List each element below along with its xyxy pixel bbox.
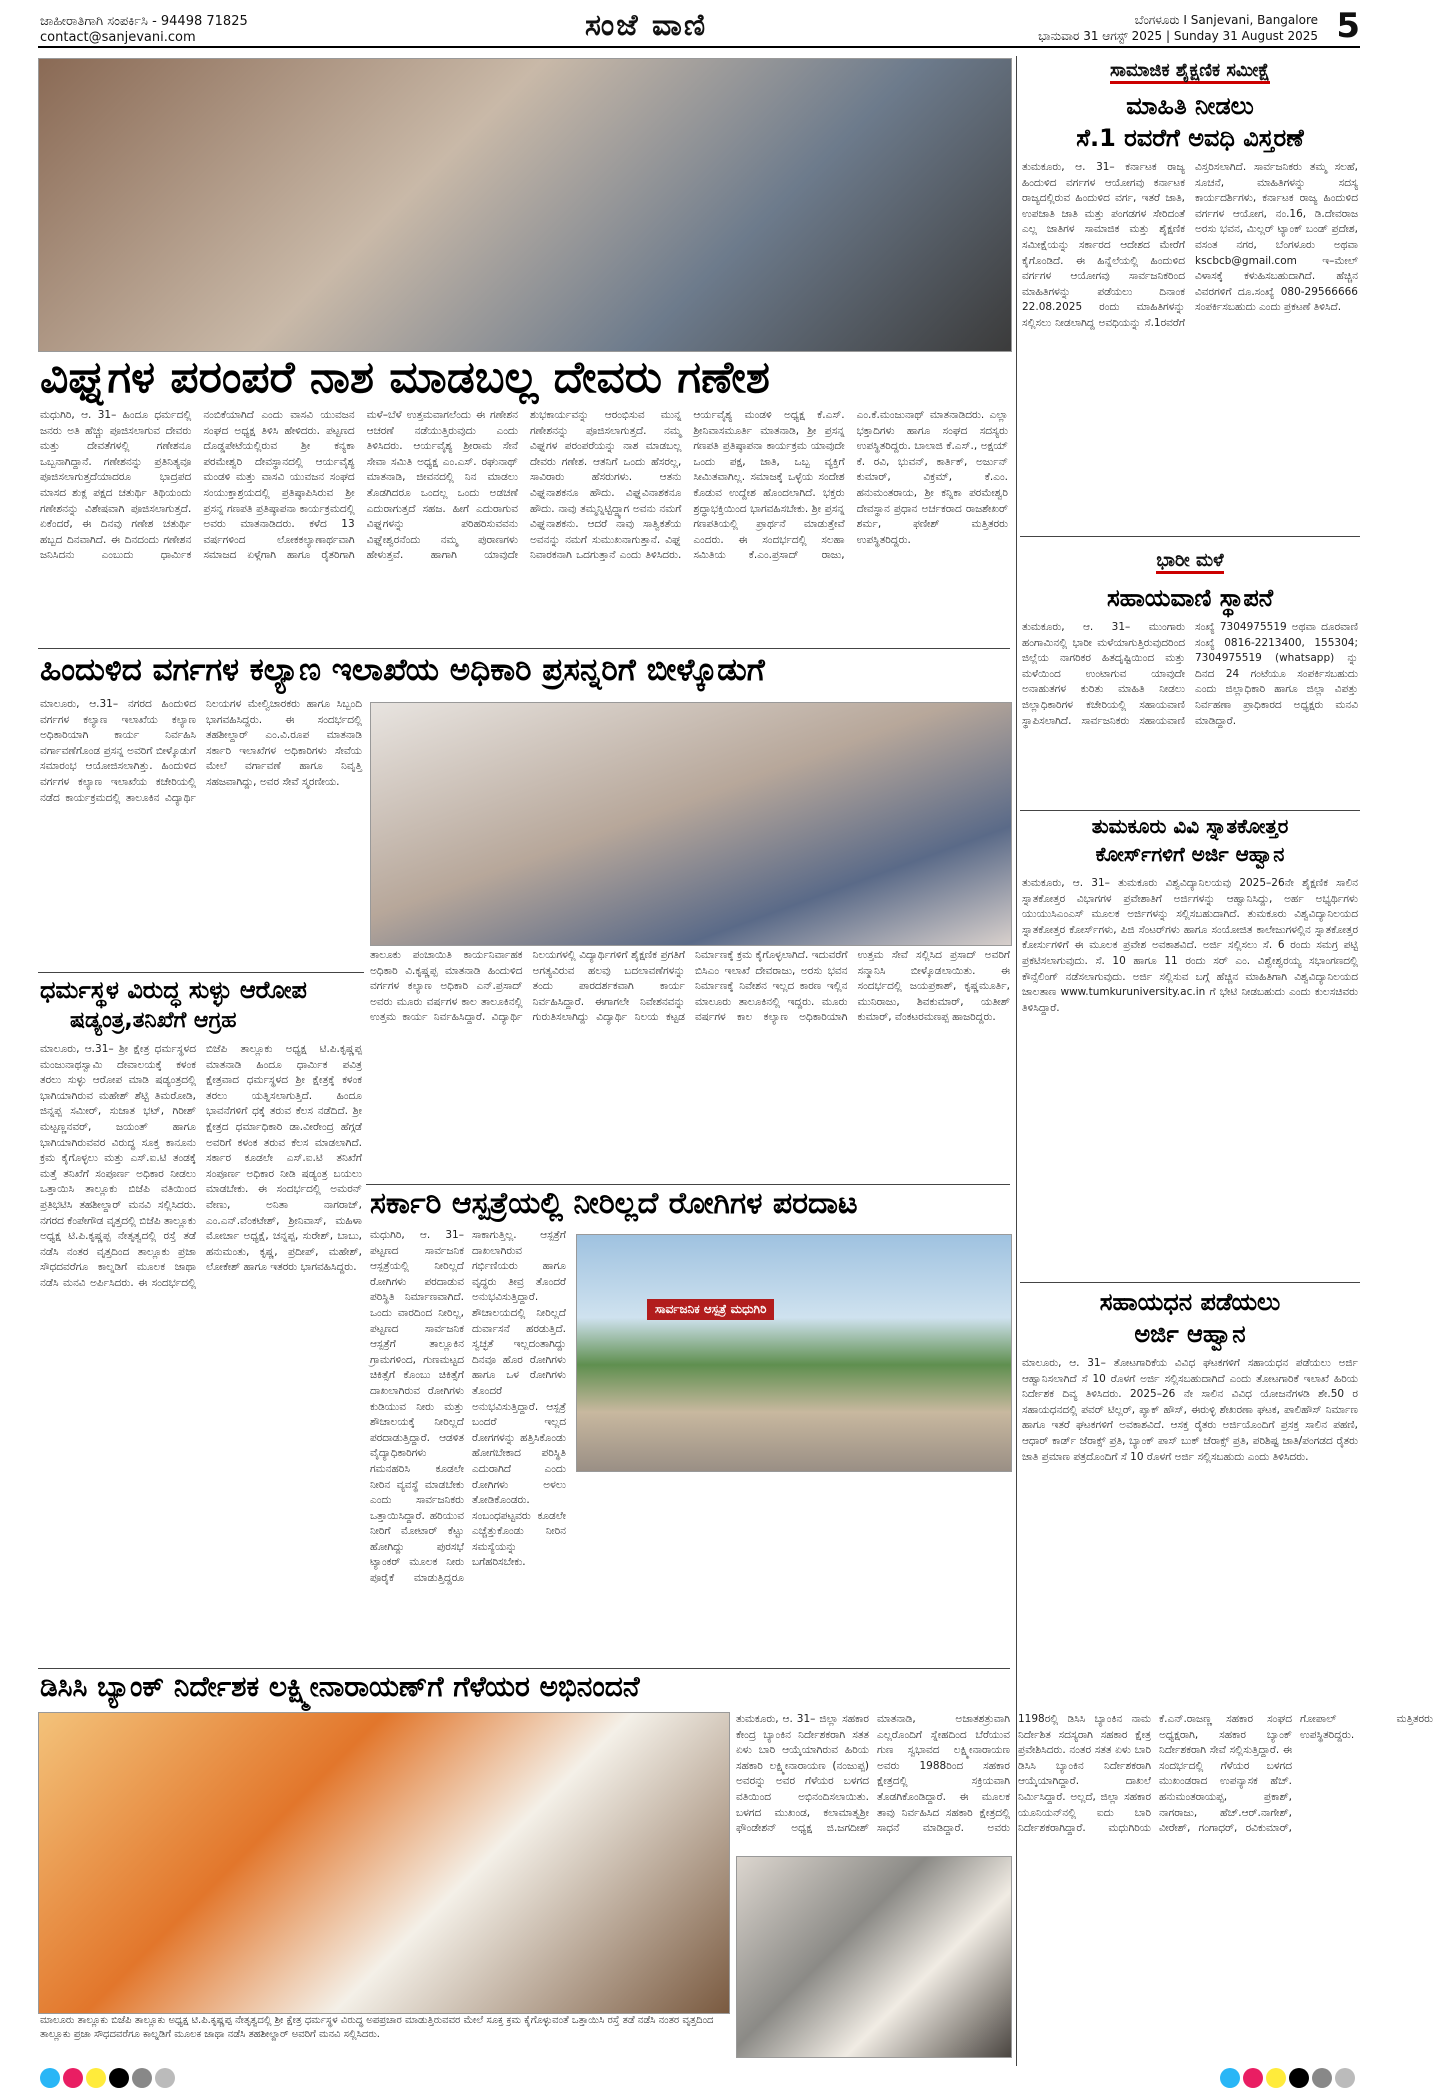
reg-dot xyxy=(109,2068,129,2088)
university-headline-2: ಕೋರ್ಸ್‌ಗಳಿಗೆ ಅರ್ಜಿ ಆಹ್ವಾನ xyxy=(1095,842,1285,866)
dharmasthala-headline-1: ಧರ್ಮಸ್ಥಳ ವಿರುದ್ಧ ಸುಳ್ಳು ಆರೋಪ xyxy=(40,976,307,1004)
survey-tag xyxy=(1020,60,1360,81)
survey-tag-text: ಸಾಮಾಜಿಕ ಶೈಕ್ಷಣಿಕ ಸಮೀಕ್ಷೆ xyxy=(1110,60,1270,84)
reg-dot xyxy=(155,2068,175,2088)
reg-dot xyxy=(1266,2068,1286,2088)
ganesha-body: ಮಧುಗಿರಿ, ಆ. 31– ಹಿಂದೂ ಧರ್ಮದಲ್ಲಿ ಜನರು ಅತಿ ಹೆಚ್ಚು ಪೂಜಿಸಲಾಗುವ ದೇವರು ಮತ್ತು ದೇವತೆಗಳಲ್ಲಿ ಗಣೇಶನೂ ಒಬ್ಬನಾಗಿದ್ದಾನೆ. ಗಣೇಶನನ್ನು ಪ್ರತಿನಿತ್ಯವೂ ಪೂಜಿಸಲಾಗುತ್ತದೆಯಾದರೂ ಭಾದ್ರಪದ ಮಾಸದ ಶುಕ್ಲ ಪಕ್ಷದ ಚತುರ್ಥಿ ತಿಥಿಯಂದು ಗಣೇಶನನ್ನು ವಿಶೇಷವಾಗಿ ಪೂಜಿಸಲಾಗುತ್ತದೆ. ಏಕೆಂದರೆ, ಈ ದಿನವು ಗಣೇಶ ಚತುರ್ಥಿ ಹಬ್ಬದ ದಿನವಾಗಿದೆ. ಈ ದಿನದಂದು ಗಣೇಶನ ಜನಿಸಿದನು ಎಂಬುದು ಧಾರ್ಮಿಕ ನಂಬಿಕೆಯಾಗಿದೆ ಎಂದು ವಾಸವಿ ಯುವಜನ ಸಂಘದ ಅಧ್ಯಕ್ಷ ತಿಳಿಸಿ ಹೇಳಿದರು. ಪಟ್ಟಣದ ದೊಡ್ಡಪೇಟೆಯಲ್ಲಿರುವ ಶ್ರೀ ಕನ್ಯಕಾ ಪರಮೇಶ್ವರಿ ದೇವಸ್ಥಾನದಲ್ಲಿ ಆರ್ಯವೈಶ್ಯ ಮಂಡಳಿ ಮತ್ತು ವಾಸವಿ ಯುವಜನ ಸಂಘದ ಸಂಯುಕ್ತಾಶ್ರಯದಲ್ಲಿ ಪ್ರತಿಷ್ಠಾಪಿಸಿರುವ ಶ್ರೀ ಪ್ರಸನ್ನ ಗಣಪತಿ ಪ್ರತಿಷ್ಠಾಪನಾ ಕಾರ್ಯಕ್ರಮದಲ್ಲಿ ಅವರು ಮಾತನಾಡಿದರು. ಕಳೆದ 13 ವರ್ಷಗಳಿಂದ ಲೋಕಕಲ್ಯಾಣಾರ್ಥವಾಗಿ ಸಮಾಜದ ಏಳ್ಗೆಗಾಗಿ ಹಾಗೂ ರೈತರಿಗಾಗಿ ಮಳೆ–ಬೆಳೆ ಉತ್ತಮವಾಗಲೆಂದು ಈ ಗಣೇಶನ ಆಚರಣೆ ನಡೆಯುತ್ತಿರುವುದು ಎಂದು ತಿಳಿಸಿದರು. ಆರ್ಯವೈಶ್ಯ ಶ್ರೀರಾಮ ಸೇನೆ ಸೇವಾ ಸಮಿತಿ ಅಧ್ಯಕ್ಷ ಎಂ.ಎಸ್. ರಘುನಾಥ್ ಮಾತನಾಡಿ, ಜೀವನದಲ್ಲಿ ನಿನ ಮಾಡಲು ತೊಡಗಿದರೂ ಒಂದಲ್ಲ ಒಂದು ಅಡಚಣೆ ಎದುರಾಗುತ್ತದೆ ಸಹಜ. ಹೀಗೆ ಎದುರಾಗುವ ವಿಘ್ನಗಳನ್ನು ಪರಿಹರಿಸುವವನು ವಿಘ್ನೇಶ್ವರನೆಂದು ನಮ್ಮ ಪುರಾಣಗಳು ಹೇಳುತ್ತವೆ. ಹಾಗಾಗಿ ಯಾವುದೇ ಶುಭಕಾರ್ಯವನ್ನು ಆರಂಭಿಸುವ ಮುನ್ನ ಗಣೇಶನನ್ನು ಪೂಜಿಸಲಾಗುತ್ತದೆ. ನಮ್ಮ ವಿಘ್ನಗಳ ಪರಂಪರೆಯನ್ನು ನಾಶ ಮಾಡಬಲ್ಲ ದೇವರು ಗಣೇಶ. ಆತನಿಗೆ ಒಂದು ಹೆಸರಲ್ಲ, ಸಾವಿರಾರು ಹೆಸರುಗಳು. ಆತನು ವಿಘ್ನನಾಶಕನೂ ಹೌದು. ವಿಘ್ನವಿನಾಶಕನೂ ಹೌದು. ನಾವು ತಮ್ಮನ್ನಿಟ್ಟಿದ್ದ್ಯಾಗ ಅವನು ನಮಗೆ ವಿಘ್ನನಾಶಕನು. ಆದರೆ ನಾವು ಸಾತ್ವಿಕತೆಯ ಅವನನ್ನು ನಮಗೆ ಸುಮುಖನಾಗುತ್ತಾನೆ. ವಿಘ್ನ ನಿವಾರಕನಾಗಿ ಒದಗುತ್ತಾನೆ ಎಂದು ತಿಳಿಸಿದರು. ಆರ್ಯವೈಶ್ಯ ಮಂಡಳಿ ಅಧ್ಯಕ್ಷ ಕೆ.ಎಸ್. ಶ್ರೀನಿವಾಸಮೂರ್ತಿ ಮಾತನಾಡಿ, ಶ್ರೀ ಪ್ರಸನ್ನ ಗಣಪತಿ ಪ್ರತಿಷ್ಠಾಪನಾ ಕಾರ್ಯಕ್ರಮ ಯಾವುದೇ ಒಂದು ಪಕ್ಷ, ಜಾತಿ, ಒಬ್ಬ ವ್ಯಕ್ತಿಗೆ ಸೀಮಿತವಾಗಿಲ್ಲ. ಸಮಾಜಕ್ಕೆ ಒಳ್ಳೆಯ ಸಂದೇಶ ಕೊಡುವ ಉದ್ದೇಶ ಹೊಂದಲಾಗಿದೆ. ಭಕ್ತರು ಶ್ರದ್ಧಾಭಕ್ತಿಯಿಂದ ಭಾಗವಹಿಸಬೇಕು. ಶ್ರೀ ಪ್ರಸನ್ನ ಗಣಪತಿಯಲ್ಲಿ ಪ್ರಾರ್ಥನೆ ಮಾಡುತ್ತೇವೆ ಎಂದರು. ಈ ಸಂದರ್ಭದಲ್ಲಿ ಸಲಹಾ ಸಮಿತಿಯ ಕೆ.ಎಂ.ಪ್ರಸಾದ್ ರಾಜು, ಎಂ.ಕೆ.ಮಂಜುನಾಥ್ ಮಾತನಾಡಿದರು. ಎಲ್ಲಾ ಭಕ್ತಾದಿಗಳು ಹಾಗೂ ಸಂಘದ ಸದಸ್ಯರು ಉಪಸ್ಥಿತರಿದ್ದರು. ಬಾಲಾಜಿ ಕೆ.ಎಸ್., ಅಕ್ಷಯ್ ಕೆ. ರವಿ, ಭುವನ್, ಕಾರ್ತಿಕ್, ಅರ್ಜುನ್ ಕುಮಾರ್, ವಿಕ್ರಮ್, ಕೆ.ಎಂ. ಹನುಮಂತರಾಯ, ಶ್ರೀ ಕನ್ನಿಕಾ ಪರಮೇಶ್ವರಿ ದೇವಸ್ಥಾನ ಪ್ರಧಾನ ಅರ್ಚಕರಾದ ರಾಜಶೇಖರ್ ಶರ್ಮ, ಫಣೀಶ್ ಮತ್ತಿತರರು ಉಪಸ್ಥಿತರಿದ್ದರು. xyxy=(40,409,1008,562)
bjp-protest-photo xyxy=(38,1712,730,2014)
registration-marks-left xyxy=(40,2068,178,2088)
divider xyxy=(1020,1282,1360,1283)
hospital-photo xyxy=(576,1234,1012,1472)
rain-tag xyxy=(1020,550,1360,571)
reg-dot xyxy=(1335,2068,1355,2088)
page-number: 5 xyxy=(1336,6,1360,46)
welfare-body-left: ಮಾಲೂರು, ಆ.31– ನಗರದ ಹಿಂದುಳಿದ ವರ್ಗಗಳ ಕಲ್ಯಾಣ ಇಲಾಖೆಯ ಕಲ್ಯಾಣ ಅಧಿಕಾರಿಯಾಗಿ ಕಾರ್ಯ ನಿರ್ವಹಿಸಿ ವರ್ಗಾವಣೆಗೊಂಡ ಪ್ರಸನ್ನ ಅವರಿಗೆ ಬೀಳ್ಕೊಡುಗೆ ಸಮಾರಂಭ ಆಯೋಜಿಸಲಾಗಿತ್ತು. ಹಿಂದುಳಿದ ವರ್ಗಗಳ ಕಲ್ಯಾಣ ಇಲಾಖೆಯ ಕಚೇರಿಯಲ್ಲಿ ನಡೆದ ಕಾರ್ಯಕ್ರಮದಲ್ಲಿ ತಾಲೂಕಿನ ವಿದ್ಯಾರ್ಥಿ ನಿಲಯಗಳ ಮೇಲ್ವಿಚಾರಕರು ಹಾಗೂ ಸಿಬ್ಬಂದಿ ಭಾಗವಹಿಸಿದ್ದರು. ಈ ಸಂದರ್ಭದಲ್ಲಿ ತಹಶೀಲ್ದಾರ್ ಎಂ.ವಿ.ರೂಪ ಮಾತನಾಡಿ ಸರ್ಕಾರಿ ಇಲಾಖೆಗಳ ಅಧಿಕಾರಿಗಳು ಸೇವೆಯ ಮೇಲೆ ವರ್ಗಾವಣೆ ಹಾಗೂ ನಿವೃತ್ತಿ ಸಹಜವಾಗಿದ್ದು, ಅವರ ಸೇವೆ ಸ್ಮರಣೀಯ. xyxy=(40,698,362,804)
subsidy-headline-1: ಸಹಾಯಧನ ಪಡೆಯಲು xyxy=(1099,1288,1281,1316)
reg-dot xyxy=(1312,2068,1332,2088)
divider xyxy=(38,648,1010,649)
survey-headline-2: ಸೆ.1 ರವರೆಗೆ ಅವಧಿ ವಿಸ್ತರಣೆ xyxy=(1076,124,1304,152)
protest-photo-caption: ಮಾಲೂರು ತಾಲ್ಲೂಕು ಬಿಜೆಪಿ ತಾಲ್ಲೂಕು ಅಧ್ಯಕ್ಷ ಟಿ.ಪಿ.ಕೃಷ್ಣಪ್ಪ ನೇತೃತ್ವದಲ್ಲಿ ಶ್ರೀ ಕ್ಷೇತ್ರ ಧರ್ಮಸ್ಥಳ ವಿರುದ್ಧ ಅಪಪ್ರಚಾರ ಮಾಡುತ್ತಿರುವವರ ಮೇಲೆ ಸೂಕ್ತ ಕ್ರಮ ಕೈಗೊಳ್ಳುವಂತೆ ಒತ್ತಾಯಿಸಿ ರಸ್ತೆ ತಡೆ ನಡೆಸಿ ನಂತರ ವೃತ್ತದಿಂದ ತಾಲ್ಲೂಕು ಪ್ರಜಾ ಸೌಧದವರೆಗೂ ಕಾಲ್ನಡಿಗೆ ಮೂಲಕ ಜಾಥಾ ನಡೆಸಿ ತಹಶೀಲ್ದಾರ್ ಅವರಿಗೆ ಮನವಿ ಸಲ್ಲಿಸಿದರು. xyxy=(40,2015,714,2040)
divider xyxy=(366,1184,1010,1185)
reg-dot xyxy=(1220,2068,1240,2088)
reg-dot xyxy=(63,2068,83,2088)
email-contact: contact@sanjevani.com xyxy=(40,30,196,45)
dcc-felicitation-photo xyxy=(736,1856,1012,2058)
header-rule xyxy=(38,46,1360,48)
registration-marks-right xyxy=(1220,2068,1358,2088)
edition-name: ಬೆಂಗಳೂರು I Sanjevani, Bangalore xyxy=(1134,13,1318,27)
rain-body: ತುಮಕೂರು, ಆ. 31– ಮುಂಗಾರು ಹಂಗಾಮಿನಲ್ಲಿ ಭಾರೀ ಮಳೆಯಾಗುತ್ತಿರುವುದರಿಂದ ಜಿಲ್ಲೆಯ ನಾಗರಿಕರ ಹಿತದೃಷ್ಟಿಯಿಂದ ಮತ್ತು ಮಳೆಯಿಂದ ಉಂಟಾಗುವ ಯಾವುದೇ ಅನಾಹುತಗಳ ಕುರಿತು ಮಾಹಿತಿ ನೀಡಲು ಜಿಲ್ಲಾಧಿಕಾರಿಗಳ ಕಚೇರಿಯಲ್ಲಿ ಸಹಾಯವಾಣಿ ಸ್ಥಾಪಿಸಲಾಗಿದೆ. ಸಾರ್ವಜನಿಕರು ಸಹಾಯವಾಣಿ ಸಂಖ್ಯೆ 7304975519 ಅಥವಾ ದೂರವಾಣಿ ಸಂಖ್ಯೆ 0816-2213400, 155304; 7304975519 (whatsapp) ನ್ನು ದಿನದ 24 ಗಂಟೆಯೂ ಸಂಪರ್ಕಿಸಬಹುದು ಎಂದು ಜಿಲ್ಲಾಧಿಕಾರಿ ಹಾಗೂ ಜಿಲ್ಲಾ ವಿಪತ್ತು ನಿರ್ವಹಣಾ ಪ್ರಾಧಿಕಾರದ ಅಧ್ಯಕ್ಷರು ಮನವಿ ಮಾಡಿದ್ದಾರೆ. xyxy=(1022,621,1358,727)
rain-tag-text: ಭಾರೀ ಮಳೆ xyxy=(1156,550,1223,574)
rain-headline: ಸಹಾಯವಾಣಿ ಸ್ಥಾಪನೆ xyxy=(1106,584,1274,612)
header-contact xyxy=(40,14,248,46)
dharmasthala-body: ಮಾಲೂರು, ಆ.31– ಶ್ರೀ ಕ್ಷೇತ್ರ ಧರ್ಮಸ್ಥಳದ ಮಂಜುನಾಥಸ್ವಾಮಿ ದೇವಾಲಯಕ್ಕೆ ಕಳಂಕ ತರಲು ಸುಳ್ಳು ಆರೋಪ ಮಾಡಿ ಷಡ್ಯಂತ್ರದಲ್ಲಿ ಭಾಗಿಯಾಗಿರುವ ಮಹೇಶ್ ಶೆಟ್ಟಿ ತಿಮರೋಡಿ, ಜಿನ್ನಪ್ಪ ಸಮೀರ್, ಸುಜಾತ ಭಟ್, ಗಿರೀಶ್ ಮಟ್ಟಣ್ಣನವರ್, ಜಯಂತ್ ಹಾಗೂ ಭಾಗಿಯಾಗಿರುವವರ ವಿರುದ್ಧ ಸೂಕ್ತ ಕಾನೂನು ಕ್ರಮ ಕೈಗೊಳ್ಳಲು ಮತ್ತು ಎಸ್.ಐ.ಟಿ ತಂಡಕ್ಕೆ ಮತ್ತೆ ತನಿಖೆಗೆ ಸಂಪೂರ್ಣ ಅಧಿಕಾರ ನೀಡಲು ಒತ್ತಾಯಿಸಿ ತಾಲ್ಲೂಕು ಬಿಜೆಪಿ ವತಿಯಿಂದ ಪ್ರತಿಭಟಿಸಿ ತಹಶೀಲ್ದಾರ್ ಮನವಿ ಸಲ್ಲಿಸಿದರು. ನಗರದ ಕೆಂಪೇಗೌಡ ವೃತ್ತದಲ್ಲಿ ಬಿಜೆಪಿ ತಾಲ್ಲೂಕು ಅಧ್ಯಕ್ಷ ಟಿ.ಪಿ.ಕೃಷ್ಣಪ್ಪ ನೇತೃತ್ವದಲ್ಲಿ ರಸ್ತೆ ತಡೆ ನಡೆಸಿ ನಂತರ ವೃತ್ತದಿಂದ ತಾಲ್ಲೂಕು ಪ್ರಜಾ ಸೌಧದವರೆಗೂ ಕಾಲ್ನಡಿಗೆ ಮೂಲಕ ಜಾಥಾ ನಡೆಸಿ ಮನವಿ ಅರ್ಪಿಸಿದರು. ಈ ಸಂದರ್ಭದಲ್ಲಿ ಬಿಜೆಪಿ ತಾಲ್ಲೂಕು ಅಧ್ಯಕ್ಷ ಟಿ.ಪಿ.ಕೃಷ್ಣಪ್ಪ ಮಾತನಾಡಿ ಹಿಂದೂ ಧಾರ್ಮಿಕ ಪವಿತ್ರ ಕ್ಷೇತ್ರವಾದ ಧರ್ಮಸ್ಥಳದ ಶ್ರೀ ಕ್ಷೇತ್ರಕ್ಕೆ ಕಳಂಕ ತರಲು ಯತ್ನಿಸಲಾಗುತ್ತಿದೆ. ಹಿಂದೂ ಭಾವನೆಗಳಿಗೆ ಧಕ್ಕೆ ತರುವ ಕೆಲಸ ನಡೆದಿದೆ. ಶ್ರೀ ಕ್ಷೇತ್ರದ ಧರ್ಮಾಧಿಕಾರಿ ಡಾ.ವೀರೇಂದ್ರ ಹೆಗ್ಗಡೆ ಅವರಿಗೆ ಕಳಂಕ ತರುವ ಕೆಲಸ ಮಾಡಲಾಗಿದೆ. ಸರ್ಕಾರ ಕೂಡಲೇ ಎಸ್.ಐ.ಟಿ ತನಿಖೆಗೆ ಸಂಪೂರ್ಣ ಅಧಿಕಾರ ನೀಡಿ ಷಡ್ಯಂತ್ರ ಬಯಲು ಮಾಡಬೇಕು. ಈ ಸಂದರ್ಭದಲ್ಲಿ ಅಮರನ್ ವೇಣು, ಅನಿತಾ ನಾಗರಾಜ್, ಎಂ.ಎನ್.ವೆಂಕಟೇಶ್, ಶ್ರೀನಿವಾಸ್, ಮಹಿಳಾ ಮೋರ್ಚಾ ಅಧ್ಯಕ್ಷೆ, ಚನ್ನಪ್ಪ, ಸುರೇಶ್, ಬಾಬು, ಹನುಮಂತು, ಕೃಷ್ಣ, ಪ್ರದೀಪ್, ಮಹೇಶ್, ಲೋಕೇಶ್ ಹಾಗೂ ಇತರರು ಭಾಗವಹಿಸಿದ್ದರು. xyxy=(40,1043,362,1289)
dharmasthala-headline-2: ಷಡ್ಯಂತ್ರ,ತನಿಖೆಗೆ ಆಗ್ರಹ xyxy=(70,1008,237,1033)
divider xyxy=(1020,810,1360,811)
subsidy-headline-2: ಅರ್ಜಿ ಆಹ್ವಾನ xyxy=(1134,1320,1246,1348)
welfare-body-bottom: ತಾಲೂಕು ಪಂಚಾಯಿತಿ ಕಾರ್ಯನಿರ್ವಾಹಕ ಅಧಿಕಾರಿ ವಿ.ಕೃಷ್ಣಪ್ಪ ಮಾತನಾಡಿ ಹಿಂದುಳಿದ ವರ್ಗಗಳ ಕಲ್ಯಾಣ ಅಧಿಕಾರಿ ಎನ್.ಪ್ರಸಾದ್ ಅವರು ಮೂರು ವರ್ಷಗಳ ಕಾಲ ತಾಲೂಕಿನಲ್ಲಿ ಉತ್ತಮ ಕಾರ್ಯ ನಿರ್ವಹಿಸಿದ್ದಾರೆ. ವಿದ್ಯಾರ್ಥಿ ನಿಲಯಗಳಲ್ಲಿ ವಿದ್ಯಾರ್ಥಿಗಳಿಗೆ ಶೈಕ್ಷಣಿಕ ಪ್ರಗತಿಗೆ ಅಗತ್ಯವಿರುವ ಹಲವು ಬದಲಾವಣೆಗಳನ್ನು ತಂದು ಪಾರದರ್ಶಕವಾಗಿ ಕಾರ್ಯ ನಿರ್ವಹಿಸಿದ್ದಾರೆ. ಈಗಾಗಲೇ ನಿವೇಶನವನ್ನು ಗುರುತಿಸಲಾಗಿದ್ದು ವಿದ್ಯಾರ್ಥಿ ನಿಲಯ ಕಟ್ಟಡ ನಿರ್ಮಾಣಕ್ಕೆ ಕ್ರಮ ಕೈಗೊಳ್ಳಲಾಗಿದೆ. ಇದುವರೆಗೆ ಬಿಸಿಎಂ ಇಲಾಖೆ ದೇವರಾಜು, ಅರಸು ಭವನ ನಿರ್ಮಾಣಕ್ಕೆ ನಿವೇಶನ ಇಲ್ಲದ ಕಾರಣ ಇಲ್ಲಿನ ಮಾಲೂರು ತಾಲೂಕಿನಲ್ಲಿ ಇದ್ದರು. ಮೂರು ವರ್ಷಗಳ ಕಾಲ ಕಲ್ಯಾಣ ಅಧಿಕಾರಿಯಾಗಿ ಉತ್ತಮ ಸೇವೆ ಸಲ್ಲಿಸಿದ ಪ್ರಸಾದ್ ಅವರಿಗೆ ಸನ್ಮಾನಿಸಿ ಬೀಳ್ಕೊಡಲಾಯಿತು. ಈ ಸಂದರ್ಭದಲ್ಲಿ ಜಯಪ್ರಕಾಶ್, ಕೃಷ್ಣಮೂರ್ತಿ, ಮುನಿರಾಜು, ಶಿವಕುಮಾರ್, ಯತೀಶ್ ಕುಮಾರ್, ವೆಂಕಟರಮಣಪ್ಪ ಹಾಜರಿದ್ದರು. xyxy=(370,949,1010,1024)
hospital-headline: ಸರ್ಕಾರಿ ಆಸ್ಪತ್ರೆಯಲ್ಲಿ ನೀರಿಲ್ಲದೆ ರೋಗಿಗಳ ಪರದಾಟ xyxy=(370,1186,858,1221)
survey-body: ತುಮಕೂರು, ಆ. 31– ಕರ್ನಾಟಕ ರಾಜ್ಯ ಹಿಂದುಳಿದ ವರ್ಗಗಳ ಆಯೋಗವು ಕರ್ನಾಟಕ ರಾಜ್ಯದಲ್ಲಿರುವ ಹಿಂದುಳಿದ ವರ್ಗ, ಇತರೆ ಜಾತಿ, ಉಪಜಾತಿ ಜಾತಿ ಮತ್ತು ಪಂಗಡಗಳ ಸೇರಿದಂತೆ ಎಲ್ಲ ಜಾತಿಗಳ ಸಾಮಾಜಿಕ ಮತ್ತು ಶೈಕ್ಷಣಿಕ ಸಮೀಕ್ಷೆಯನ್ನು ಸರ್ಕಾರದ ಆದೇಶದ ಮೇರೆಗೆ ಕೈಗೊಂಡಿದೆ. ಈ ಹಿನ್ನೆಲೆಯಲ್ಲಿ ಹಿಂದುಳಿದ ವರ್ಗಗಳ ಆಯೋಗವು ಸಾರ್ವಜನಿಕರಿಂದ ಮಾಹಿತಿಗಳನ್ನು ಪಡೆಯಲು ದಿನಾಂಕ 22.08.2025 ರಂದು ಮಾಹಿತಿಗಳನ್ನು ಸಲ್ಲಿಸಲು ನೀಡಲಾಗಿದ್ದ ಅವಧಿಯನ್ನು ಸೆ.1ರವರೆಗೆ ವಿಸ್ತರಿಸಲಾಗಿದೆ. ಸಾರ್ವಜನಿಕರು ತಮ್ಮ ಸಲಹೆ, ಸೂಚನೆ, ಮಾಹಿತಿಗಳನ್ನು ಸದಸ್ಯ ಕಾರ್ಯದರ್ಶಿಗಳು, ಕರ್ನಾಟಕ ರಾಜ್ಯ ಹಿಂದುಳಿದ ವರ್ಗಗಳ ಆಯೋಗ, ನಂ.16, ಡಿ.ದೇವರಾಜ ಅರಸು ಭವನ, ಮಿಲ್ಲರ್ ಟ್ಯಾಂಕ್ ಬಂಡ್ ಪ್ರದೇಶ, ವಸಂತ ನಗರ, ಬೆಂಗಳೂರು ಅಥವಾ kscbcb@gmail.com ಇ–ಮೇಲ್ ವಿಳಾಸಕ್ಕೆ ಕಳುಹಿಸಬಹುದಾಗಿದೆ. ಹೆಚ್ಚಿನ ವಿವರಗಳಿಗೆ ದೂ.ಸಂಖ್ಯೆ 080-29566666 ಸಂಪರ್ಕಿಸಬಹುದು ಎಂದು ಪ್ರಕಟಣೆ ತಿಳಿಸಿದೆ. xyxy=(1022,161,1358,329)
column-divider xyxy=(1016,56,1017,2066)
hospital-body: ಮಧುಗಿರಿ, ಆ. 31– ಪಟ್ಟಣದ ಸಾರ್ವಜನಿಕ ಆಸ್ಪತ್ರೆಯಲ್ಲಿ ನೀರಿಲ್ಲದೆ ರೋಗಿಗಳು ಪರದಾಡುವ ಪರಿಸ್ಥಿತಿ ನಿರ್ಮಾಣವಾಗಿದೆ. ಒಂದು ವಾರದಿಂದ ನೀರಿಲ್ಲ, ಪಟ್ಟಣದ ಸಾರ್ವಜನಿಕ ಆಸ್ಪತ್ರೆಗೆ ತಾಲ್ಲೂಕಿನ ಗ್ರಾಮಗಳಿಂದ, ಗುಣಮಟ್ಟದ ಚಿಕಿತ್ಸೆಗೆ ಕೊಂಬು ಚಿಕಿತ್ಸೆಗೆ ದಾಖಲಾಗಿರುವ ರೋಗಿಗಳು ಕುಡಿಯುವ ನೀರು ಮತ್ತು ಶೌಚಾಲಯಕ್ಕೆ ನೀರಿಲ್ಲದೆ ಪರದಾಡುತ್ತಿದ್ದಾರೆ. ಆಡಳಿತ ವೈದ್ಯಾಧಿಕಾರಿಗಳು ಗಮನಹರಿಸಿ ಕೂಡಲೇ ನೀರಿನ ವ್ಯವಸ್ಥೆ ಮಾಡಬೇಕು ಎಂದು ಸಾರ್ವಜನಿಕರು ಒತ್ತಾಯಿಸಿದ್ದಾರೆ. ಹರಿಯುವ ನೀರಿಗೆ ಮೋಟಾರ್ ಕೆಟ್ಟು ಹೋಗಿದ್ದು ಪುರಸಭೆ ಟ್ಯಾಂಕರ್ ಮೂಲಕ ನೀರು ಪೂರೈಕೆ ಮಾಡುತ್ತಿದ್ದರೂ ಸಾಕಾಗುತ್ತಿಲ್ಲ. ಆಸ್ಪತ್ರೆಗೆ ದಾಖಲಾಗಿರುವ ಗರ್ಭಿಣಿಯರು ಹಾಗೂ ವೃದ್ಧರು ತೀವ್ರ ತೊಂದರೆ ಅನುಭವಿಸುತ್ತಿದ್ದಾರೆ. ಶೌಚಾಲಯದಲ್ಲಿ ನೀರಿಲ್ಲದೆ ದುರ್ವಾಸನೆ ಹರಡುತ್ತಿದೆ. ಸ್ವಚ್ಛತೆ ಇಲ್ಲದಂತಾಗಿದ್ದು ದಿನವೂ ಹೊರ ರೋಗಿಗಳು ಹಾಗೂ ಒಳ ರೋಗಿಗಳು ತೊಂದರೆ ಅನುಭವಿಸುತ್ತಿದ್ದಾರೆ. ಆಸ್ಪತ್ರೆ ಬಂದರೆ ಇಲ್ಲದ ರೋಗಗಳನ್ನು ಹತ್ತಿಸಿಕೊಂಡು ಹೋಗಬೇಕಾದ ಪರಿಸ್ಥಿತಿ ಎದುರಾಗಿದೆ ಎಂದು ರೋಗಿಗಳು ಅಳಲು ತೋಡಿಕೊಂಡರು. ಸಂಬಂಧಪಟ್ಟವರು ಕೂಡಲೇ ಎಚ್ಚೆತ್ತುಕೊಂಡು ನೀರಿನ ಸಮಸ್ಯೆಯನ್ನು ಬಗೆಹರಿಸಬೇಕು. xyxy=(370,1229,566,1585)
university-headline-1: ತುಮಕೂರು ವಿವಿ ಸ್ನಾತಕೋತ್ತರ xyxy=(1091,814,1289,838)
edition-date: ಭಾನುವಾರ 31 ಆಗಸ್ಟ್ 2025 | Sunday 31 August 2025 xyxy=(1038,29,1318,43)
ganesha-group-photo xyxy=(38,58,1012,352)
reg-dot xyxy=(86,2068,106,2088)
hospital-sign: ಸಾರ್ವಜನಿಕ ಆಸ್ಪತ್ರೆ ಮಧುಗಿರಿ xyxy=(647,1299,774,1320)
ad-contact: ಜಾಹೀರಾತಿಗಾಗಿ ಸಂಪರ್ಕಿಸಿ - 94498 71825 xyxy=(40,14,248,29)
reg-dot xyxy=(132,2068,152,2088)
dcc-headline: ಡಿಸಿಸಿ ಬ್ಯಾಂಕ್ ನಿರ್ದೇಶಕ ಲಕ್ಷ್ಮೀನಾರಾಯಣ್‌ಗೆ ಗೆಳೆಯರ ಅಭಿನಂದನೆ xyxy=(40,1670,640,1703)
reg-dot xyxy=(1243,2068,1263,2088)
header-edition xyxy=(1038,12,1318,44)
university-body: ತುಮಕೂರು, ಆ. 31– ತುಮಕೂರು ವಿಶ್ವವಿದ್ಯಾನಿಲಯವು 2025–26ನೇ ಶೈಕ್ಷಣಿಕ ಸಾಲಿನ ಸ್ನಾತಕೋತ್ತರ ವಿಭಾಗಗಳ ಪ್ರವೇಶಾತಿಗೆ ಅರ್ಜಿಗಳನ್ನು ಆಹ್ವಾನಿಸಿದ್ದು, ಅರ್ಹ ಅಭ್ಯರ್ಥಿಗಳು ಯುಯುಸಿಎಂಎಸ್ ಮೂಲಕ ಅರ್ಜಿಗಳನ್ನು ಸಲ್ಲಿಸಬಹುದಾಗಿದೆ. ತುಮಕೂರು ವಿಶ್ವವಿದ್ಯಾನಿಲಯದ ಸ್ನಾತಕೋತ್ತರ ಕೋರ್ಸ್‌ಗಳು, ಪಿಜಿ ಸೆಂಟರ್‌ಗಳು ಹಾಗೂ ಸಂಯೋಜಿತ ಕಾಲೇಜುಗಳಲ್ಲಿನ ಸ್ನಾತಕೋತ್ತರ ಕೋರ್ಸುಗಳಿಗೆ ಈ ಮೂಲಕ ಪ್ರವೇಶ ಅವಕಾಶವಿದೆ. ಅರ್ಜಿ ಸಲ್ಲಿಸಲು ಸೆ. 6 ರಂದು ಸಮಗ್ರ ಪಟ್ಟಿ ಪ್ರಕಟಿಸಲಾಗುವುದು. ಸೆ. 10 ಹಾಗೂ 11 ರಂದು ಸರ್ ಎಂ. ವಿಶ್ವೇಶ್ವರಯ್ಯ ಸಭಾಂಗಣದಲ್ಲಿ ಕೌನ್ಸೆಲಿಂಗ್ ನಡೆಸಲಾಗುವುದು. ಅರ್ಜಿ ಸಲ್ಲಿಸುವ ಬಗ್ಗೆ ಹೆಚ್ಚಿನ ಮಾಹಿತಿಗಾಗಿ ವಿಶ್ವವಿದ್ಯಾನಿಲಯದ ಜಾಲತಾಣ www.tumkuruniversity.ac.in ಗೆ ಭೇಟಿ ನೀಡಬಹುದು ಎಂದು ಕುಲಸಚಿವರು ತಿಳಿಸಿದ್ದಾರೆ. xyxy=(1022,877,1358,1014)
welfare-farewell-photo xyxy=(370,702,1012,946)
masthead-logo: ಸಂಜೆ ವಾಣಿ xyxy=(585,8,708,43)
divider xyxy=(38,972,364,973)
survey-headline-1: ಮಾಹಿತಿ ನೀಡಲು xyxy=(1126,92,1254,120)
divider xyxy=(38,1668,1010,1669)
dcc-body: ತುಮಕೂರು, ಆ. 31– ಜಿಲ್ಲಾ ಸಹಕಾರ ಕೇಂದ್ರ ಬ್ಯಾಂಕಿನ ನಿರ್ದೇಶಕರಾಗಿ ಸತತ ಏಳು ಬಾರಿ ಆಯ್ಕೆಯಾಗಿರುವ ಹಿರಿಯ ಸಹಕಾರಿ ಲಕ್ಷ್ಮೀನಾರಾಯಣ (ನಂಜುಪ್ಪ) ಅವರನ್ನು ಅವರ ಗೆಳೆಯರ ಬಳಗದ ವತಿಯಿಂದ ಅಭಿನಂದಿಸಲಾಯಿತು. ಬಳಗದ ಮುಖಂಡ, ಕಲಾಮಾತೃಶ್ರೀ ಫೌಂಡೇಶನ್ ಅಧ್ಯಕ್ಷ ಜಿ.ಜಗದೀಶ್ ಮಾತನಾಡಿ, ಅಜಾತಶತ್ರುವಾಗಿ ಎಲ್ಲರೊಂದಿಗೆ ಸ್ನೇಹದಿಂದ ಬೆರೆಯುವ ಗುಣ ಸ್ವಭಾವದ ಲಕ್ಷ್ಮೀನಾರಾಯಣ ಅವರು 1988ರಿಂದ ಸಹಕಾರ ಕ್ಷೇತ್ರದಲ್ಲಿ ಸಕ್ರಿಯವಾಗಿ ತೊಡಗಿಕೊಂಡಿದ್ದಾರೆ. ಈ ಮೂಲಕ ತಾವು ನಿರ್ವಹಿಸಿದ ಸಹಕಾರಿ ಕ್ಷೇತ್ರದಲ್ಲಿ ಸಾಧನೆ ಮಾಡಿದ್ದಾರೆ. ಅವರು 1198ರಲ್ಲಿ ಡಿಸಿಸಿ ಬ್ಯಾಂಕಿನ ನಾಮ ನಿರ್ದೇಶಿತ ಸದಸ್ಯರಾಗಿ ಸಹಕಾರ ಕ್ಷೇತ್ರ ಪ್ರವೇಶಿಸಿದರು. ನಂತರ ಸತತ ಏಳು ಬಾರಿ ಡಿಸಿಸಿ ಬ್ಯಾಂಕಿನ ನಿರ್ದೇಶಕರಾಗಿ ಆಯ್ಕೆಯಾಗಿದ್ದಾರೆ. ದಾಖಲೆ ನಿರ್ಮಿಸಿದ್ದಾರೆ. ಅಲ್ಲದೆ, ಜಿಲ್ಲಾ ಸಹಕಾರ ಯೂನಿಯನ್‌ನಲ್ಲಿ ಐದು ಬಾರಿ ನಿರ್ದೇಶಕರಾಗಿದ್ದಾರೆ. ಮಧುಗಿರಿಯ ಕೆ.ಎನ್.ರಾಜಣ್ಣ ಸಹಕಾರ ಸಂಘದ ಅಧ್ಯಕ್ಷರಾಗಿ, ಸಹಕಾರ ಬ್ಯಾಂಕ್ ನಿರ್ದೇಶಕರಾಗಿ ಸೇವೆ ಸಲ್ಲಿಸುತ್ತಿದ್ದಾರೆ. ಈ ಸಂದರ್ಭದಲ್ಲಿ ಗೆಳೆಯರ ಬಳಗದ ಮುಖಂಡರಾದ ಉಪನ್ಯಾಸಕ ಹೆಚ್. ಹನುಮಂತರಾಯಪ್ಪ, ಪ್ರಕಾಶ್, ನಾಗರಾಜು, ಹೆಚ್.ಆರ್.ನಾಗೇಶ್, ವೀರೇಶ್, ಗಂಗಾಧರ್, ರವಿಕುಮಾರ್, ಗೋಪಾಲ್ ಮತ್ತಿತರರು ಉಪಸ್ಥಿತರಿದ್ದರು. xyxy=(736,1713,1433,1835)
welfare-headline: ಹಿಂದುಳಿದ ವರ್ಗಗಳ ಕಲ್ಯಾಣ ಇಲಾಖೆಯ ಅಧಿಕಾರಿ ಪ್ರಸನ್ನರಿಗೆ ಬೀಳ್ಕೊಡುಗೆ xyxy=(40,652,765,688)
reg-dot xyxy=(1289,2068,1309,2088)
ganesha-headline: ವಿಘ್ನಗಳ ಪರಂಪರೆ ನಾಶ ಮಾಡಬಲ್ಲ ದೇವರು ಗಣೇಶ xyxy=(40,352,770,403)
reg-dot xyxy=(40,2068,60,2088)
divider xyxy=(1020,536,1360,537)
subsidy-body: ಮಾಲೂರು, ಆ. 31– ತೋಟಗಾರಿಕೆಯ ವಿವಿಧ ಘಟಕಗಳಿಗೆ ಸಹಾಯಧನ ಪಡೆಯಲು ಅರ್ಜಿ ಆಹ್ವಾನಿಸಲಾಗಿದೆ ಸೆ 10 ರೊಳಗೆ ಅರ್ಜಿ ಸಲ್ಲಿಸಬಹುದಾಗಿದೆ ಎಂದು ತೋಟಗಾರಿಕೆ ಇಲಾಖೆ ಹಿರಿಯ ನಿರ್ದೇಶಕ ದಿವ್ಯ ತಿಳಿಸಿದರು. 2025–26 ನೇ ಸಾಲಿನ ವಿವಿಧ ಯೋಜನೆಗಳಡಿ ಶೇ.50 ರ ಸಹಾಯಧನದಲ್ಲಿ ಪವರ್ ಟಿಲ್ಲರ್, ಪ್ಯಾಕ್ ಹೌಸ್, ಈರುಳ್ಳಿ ಶೇಖರಣಾ ಘಟಕ, ಪಾಲಿಹೌಸ್ ನಿರ್ಮಾಣ ಹಾಗೂ ಇತರೆ ಘಟಕಗಳಿಗೆ ಅವಕಾಶವಿದೆ. ಆಸಕ್ತ ರೈತರು ಅರ್ಜಿಯೊಂದಿಗೆ ಪ್ರಸಕ್ತ ಸಾಲಿನ ಪಹಣಿ, ಆಧಾರ್ ಕಾರ್ಡ್ ಜೆರಾಕ್ಸ್ ಪ್ರತಿ, ಬ್ಯಾಂಕ್ ಪಾಸ್ ಬುಕ್ ಜೆರಾಕ್ಸ್ ಪ್ರತಿ, ಪರಿಶಿಷ್ಟ ಜಾತಿ/ಪಂಗಡದ ರೈತರು ಜಾತಿ ಪ್ರಮಾಣ ಪತ್ರದೊಂದಿಗೆ ಸೆ 10 ರೊಳಗೆ ಅರ್ಜಿ ಸಲ್ಲಿಸಬಹುದು ಎಂದು ತಿಳಿಸಿದರು. xyxy=(1022,1357,1358,1463)
